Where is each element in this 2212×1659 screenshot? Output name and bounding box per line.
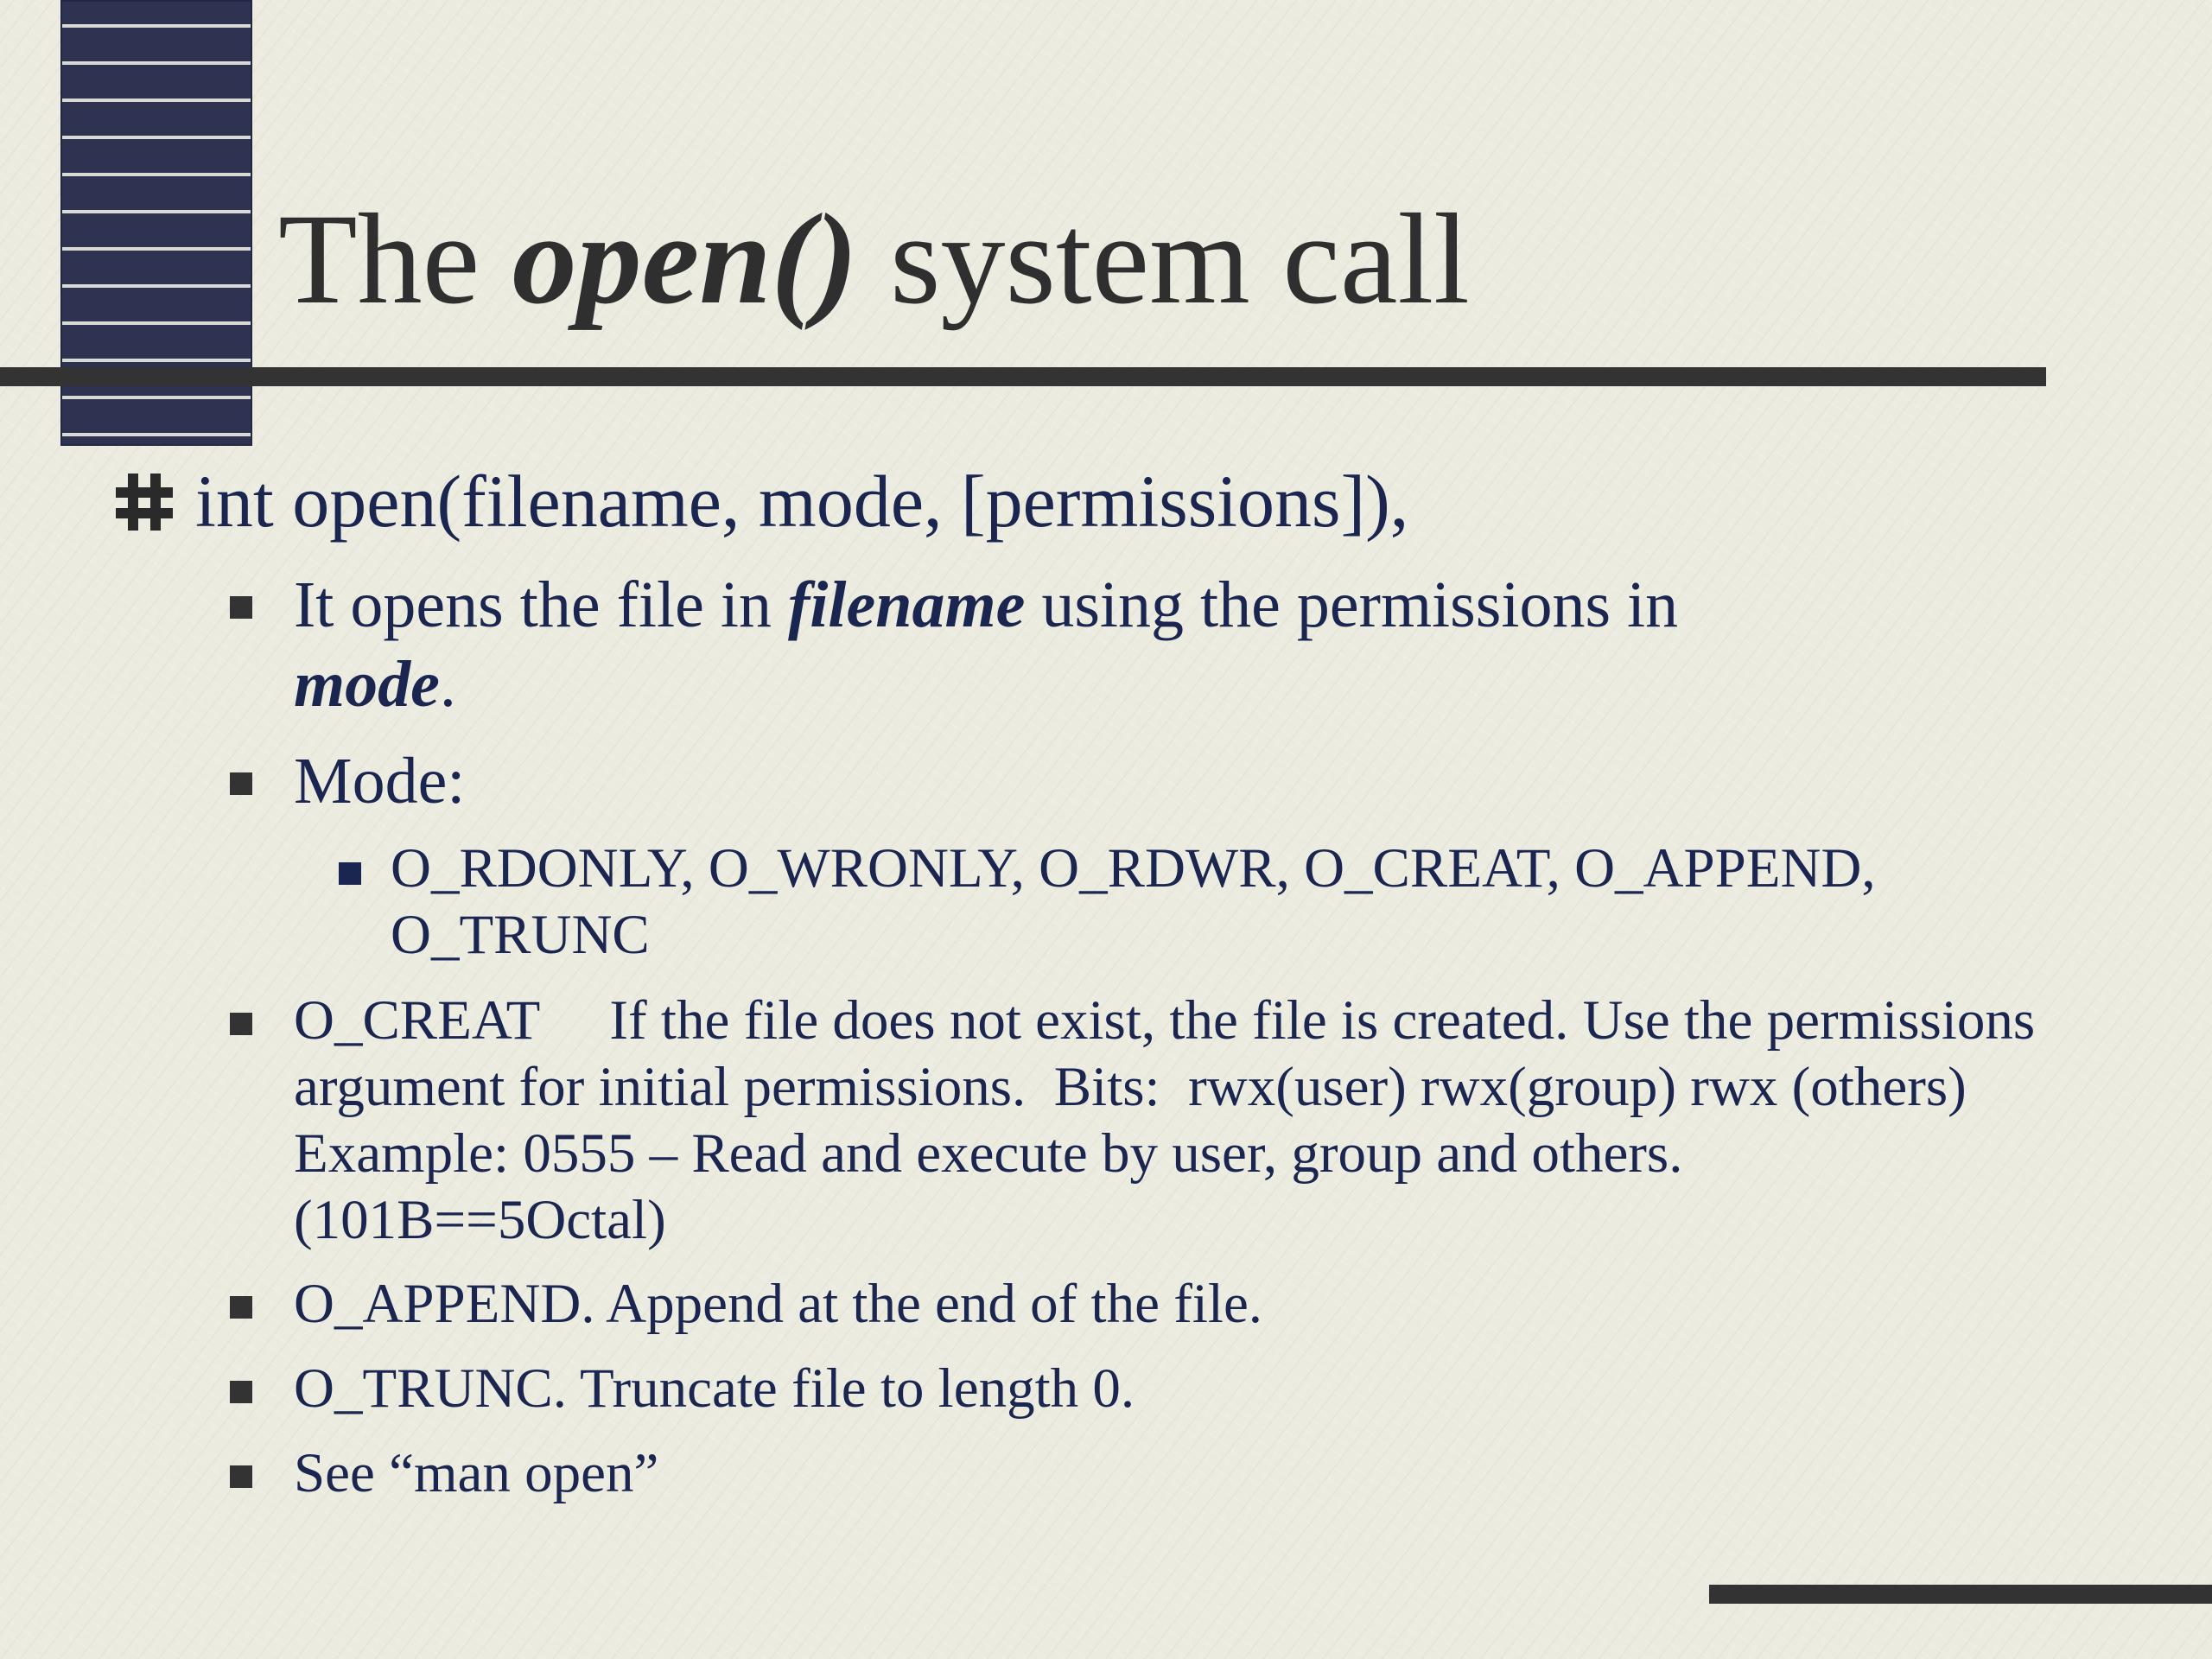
square-bullet-icon [230,1381,252,1403]
bullet-opens-file [294,565,2005,724]
bullet-o-creat: O_CREAT If the file does not exist, the file is created. Use the permissions argument for initial permissions. Bits: rwx(user) rwx(group) rwx (others) Example: 0555 – Read and execute by user, group and others. (101B==5Octal) [294,989,2050,1251]
bullet-man-open: See “man open” [294,1442,659,1504]
square-bullet-icon [230,1465,252,1488]
filename-term: filename [787,569,1026,641]
square-bullet-icon [230,772,252,795]
square-bullet-icon [230,596,252,619]
square-bullet-icon [230,1013,252,1035]
slide-title [278,188,1470,331]
opens-text-3: . [439,648,456,721]
main-bullet: int open(filename, mode, [permissions]), [195,460,1409,543]
mode-flags-list: O_RDONLY, O_WRONLY, O_RDWR, O_CREAT, O_APPEND, O_TRUNC [391,837,1876,966]
square-bullet-icon [230,1296,252,1319]
bullet-o-append: O_APPEND. Append at the end of the file. [294,1273,1263,1335]
footer-bar [1709,1585,2212,1604]
title-part1: The [278,188,512,331]
opens-text-2: using the permissions in [1025,569,1679,641]
bullet-o-trunc: O_TRUNC. Truncate file to length 0. [294,1357,1135,1420]
title-part2: system call [857,188,1470,331]
title-underline-bar [0,367,2046,386]
square-bullet-icon [339,862,361,885]
mode-term: mode [294,648,440,721]
opens-text-1: It opens the file in [294,569,788,641]
title-emphasis: open() [512,188,858,331]
bullet-mode: Mode: [294,745,466,817]
hash-bullet-icon [116,474,173,531]
